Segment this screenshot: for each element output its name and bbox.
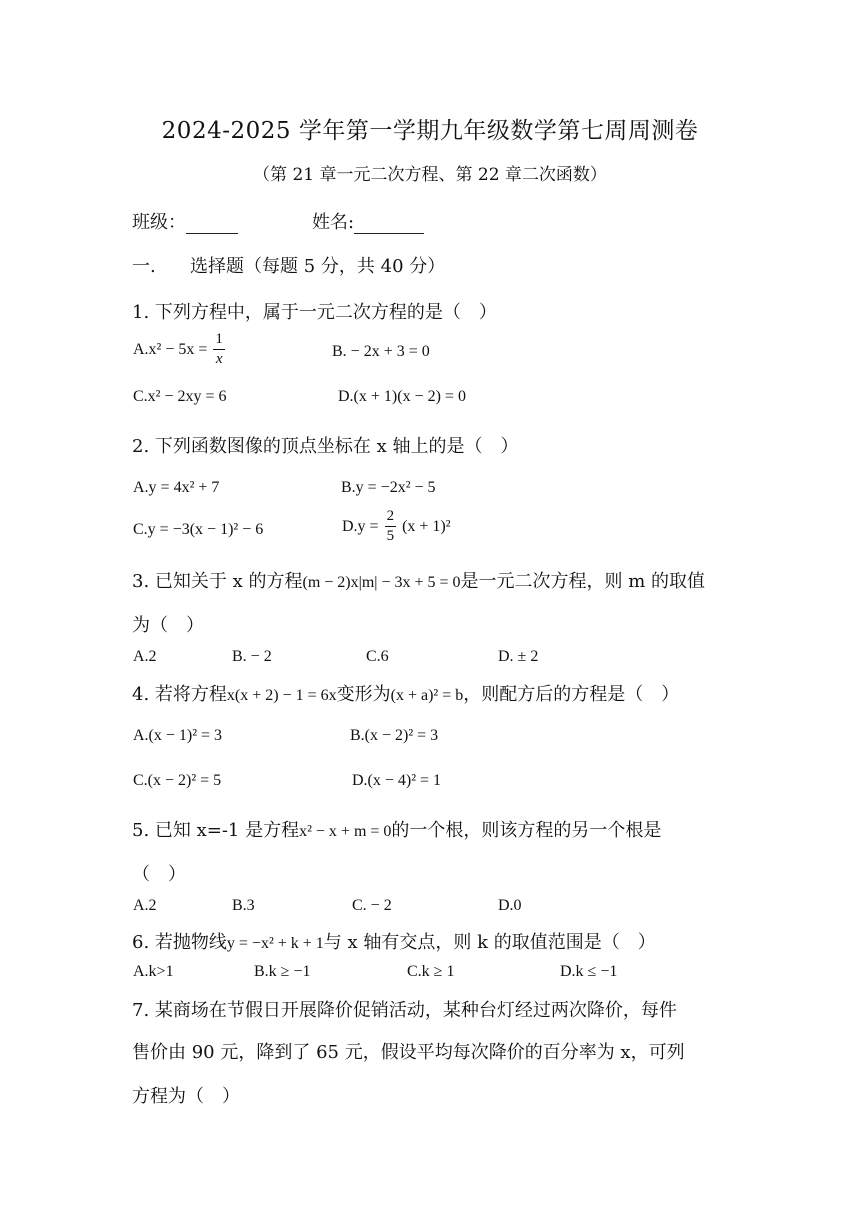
section-heading: 选择题（每题 5 分，共 40 分） xyxy=(190,256,446,277)
q4-equation: x(x + 2) − 1 = 6x xyxy=(226,687,337,704)
fraction-denominator: x xyxy=(215,351,223,367)
q1-option-a-expr: A.x² − 5x = xyxy=(133,340,208,358)
class-field xyxy=(132,208,238,234)
q7-stem-line3: 方程为（ ） xyxy=(132,1086,240,1107)
q7-stem-line1: 7. 某商场在节假日开展降价促销活动，某种台灯经过两次降价，每件 xyxy=(132,1000,677,1021)
q5-option-c: C. − 2 xyxy=(352,897,392,914)
q2-option-d-fraction xyxy=(385,509,397,544)
q2-option-a: A.y = 4x² + 7 xyxy=(133,479,220,496)
q3-stem-text-end: 是一元二次方程，则 m 的取值 xyxy=(460,571,706,592)
q7-stem-line2: 售价由 90 元，降到了 65 元，假设平均每次降价的百分率为 x，可列 xyxy=(132,1042,685,1063)
fraction-numerator: 2 xyxy=(385,509,397,527)
q2-option-d xyxy=(342,509,451,544)
q4-option-c: C.(x − 2)² = 5 xyxy=(133,772,222,789)
class-label: 班级： xyxy=(132,212,186,233)
q3-option-a: A.2 xyxy=(133,648,157,665)
q1-option-b: B. − 2x + 3 = 0 xyxy=(332,343,430,360)
q6-stem-text: 6. 若抛物线 xyxy=(132,932,227,953)
q6-option-d: D.k ≤ −1 xyxy=(560,963,618,980)
q4-target-form: (x + a)² = b xyxy=(390,687,464,704)
q4-stem-mid: 变形为 xyxy=(336,684,391,705)
q4-option-d: D.(x − 4)² = 1 xyxy=(352,772,442,789)
q5-option-d: D.0 xyxy=(498,897,522,914)
class-blank xyxy=(186,212,238,234)
q1-option-a xyxy=(133,332,227,367)
q2-option-d-tail: (x + 1)² xyxy=(402,517,451,535)
q1-option-a-fraction xyxy=(213,332,225,367)
q5-stem-line2: （ ） xyxy=(132,864,186,885)
q4-option-b: B.(x − 2)² = 3 xyxy=(350,727,439,744)
q3-stem-line2: 为（ ） xyxy=(132,615,204,636)
name-field xyxy=(312,208,424,234)
fraction-denominator: 5 xyxy=(386,528,395,544)
section-number: 一. xyxy=(132,256,156,277)
q6-stem xyxy=(132,928,656,954)
q3-option-d: D. ± 2 xyxy=(498,648,539,665)
q2-option-d-expr: D.y = xyxy=(342,517,379,535)
q6-option-a: A.k>1 xyxy=(133,963,174,980)
q4-stem xyxy=(132,680,679,706)
q5-stem xyxy=(132,816,661,842)
name-label: 姓名: xyxy=(312,212,355,233)
q3-option-b: B. − 2 xyxy=(232,648,272,665)
q5-option-b: B.3 xyxy=(232,897,255,914)
q2-option-b: B.y = −2x² − 5 xyxy=(341,479,436,496)
q3-stem xyxy=(132,567,705,593)
q1-option-d: D.(x + 1)(x − 2) = 0 xyxy=(338,388,466,405)
q6-option-b: B.k ≥ −1 xyxy=(254,963,311,980)
q5-stem-text-end: 的一个根，则该方程的另一个根是 xyxy=(391,820,662,841)
name-blank xyxy=(354,212,424,234)
q4-stem-text-end: ，则配方后的方程是（ ） xyxy=(463,684,680,705)
q5-stem-text: 5. 已知 x=-1 是方程 xyxy=(132,820,300,841)
q2-option-c: C.y = −3(x − 1)² − 6 xyxy=(133,521,264,538)
q6-stem-text-end: 与 x 轴有交点，则 k 的取值范围是（ ） xyxy=(323,932,656,953)
q6-parabola: y = −x² + k + 1 xyxy=(226,935,324,952)
q4-stem-text: 4. 若将方程 xyxy=(132,684,227,705)
page-title: 2024-2025 学年第一学期九年级数学第七周周测卷 xyxy=(161,118,699,144)
fraction-numerator: 1 xyxy=(213,332,225,350)
q6-option-c: C.k ≥ 1 xyxy=(407,963,455,980)
q1-stem: 1. 下列方程中，属于一元二次方程的是（ ） xyxy=(132,302,497,323)
page-subtitle: （第 21 章一元二次方程、第 22 章二次函数） xyxy=(253,165,607,185)
q2-stem: 2. 下列函数图像的顶点坐标在 x 轴上的是（ ） xyxy=(132,436,519,457)
q3-equation: (m − 2)x|m| − 3x + 5 = 0 xyxy=(302,574,461,591)
q3-option-c: C.6 xyxy=(366,648,389,665)
q5-option-a: A.2 xyxy=(133,897,157,914)
q3-stem-text: 3. 已知关于 x 的方程 xyxy=(132,571,303,592)
q5-equation: x² − x + m = 0 xyxy=(299,823,392,840)
q1-option-c: C.x² − 2xy = 6 xyxy=(133,388,227,405)
q4-option-a: A.(x − 1)² = 3 xyxy=(133,727,223,744)
